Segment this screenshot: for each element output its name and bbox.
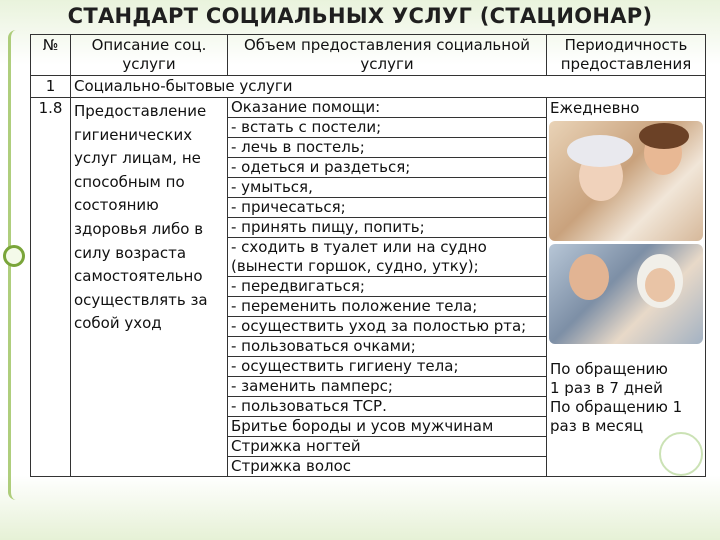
service-item: - умыться, (228, 178, 546, 198)
periodicity-cell (547, 98, 706, 477)
decorative-stamp-icon (659, 432, 703, 476)
row-description: Предоставление гигиенических услуг лицам, не способным по состоянию здоровья либо в силу возраста самостоятельно осуществлять за собой уход (71, 98, 228, 477)
section-label: Социально-бытовые услуги (71, 76, 706, 98)
period-daily: Ежедневно (550, 99, 640, 117)
caregiver-man-face-icon (569, 254, 609, 300)
elderly-woman-face-icon (645, 268, 675, 302)
service-item: - лечь в постель; (228, 138, 546, 158)
section-row (31, 76, 706, 98)
service-items-list (228, 98, 547, 477)
service-item: Стрижка ногтей (228, 437, 546, 457)
caregiver-hair-icon (639, 123, 689, 149)
gray-hair-icon (567, 135, 633, 167)
service-item: Бритье бороды и усов мужчинам (228, 417, 546, 437)
service-item: Стрижка волос (231, 457, 352, 475)
service-item: - принять пищу, попить; (228, 218, 546, 238)
period-item: 1 раз в 7 дней (550, 379, 663, 397)
service-item: - одеться и раздеться; (228, 158, 546, 178)
service-item: Оказание помощи: (228, 98, 546, 118)
period-item: По обращению 1 раз в месяц (550, 398, 683, 435)
decorative-knot-icon (3, 245, 25, 267)
services-table (30, 34, 706, 477)
service-row (31, 98, 706, 477)
service-item: - заменить памперс; (228, 377, 546, 397)
service-item: - осуществить уход за полостью рта; (228, 317, 546, 337)
slide-title: СТАНДАРТ СОЦИАЛЬНЫХ УСЛУГ (СТАЦИОНАР) (67, 4, 653, 28)
service-item: - переменить положение тела; (228, 297, 546, 317)
service-item: - осуществить гигиену тела; (228, 357, 546, 377)
service-item: - встать с постели; (228, 118, 546, 138)
header-num: № (31, 35, 71, 76)
header-description: Описание соц. услуги (71, 35, 228, 76)
row-num: 1.8 (31, 98, 71, 477)
header-volume: Объем предоставления социальной услуги (228, 35, 547, 76)
service-item: - сходить в туалет или на судно (вынести горшок, судно, утку); (228, 238, 546, 277)
service-item: - пользоваться ТСР. (228, 397, 546, 417)
service-item: - передвигаться; (228, 277, 546, 297)
care-photo (549, 244, 703, 344)
service-item: - причесаться; (228, 198, 546, 218)
section-num: 1 (31, 76, 71, 98)
service-item: - пользоваться очками; (228, 337, 546, 357)
caregiver-photo (549, 121, 703, 241)
period-item: По обращению (550, 360, 668, 378)
header-row (31, 35, 706, 76)
periodicity-list (547, 360, 705, 436)
header-periodicity: Периодичность предоставления (547, 35, 706, 76)
